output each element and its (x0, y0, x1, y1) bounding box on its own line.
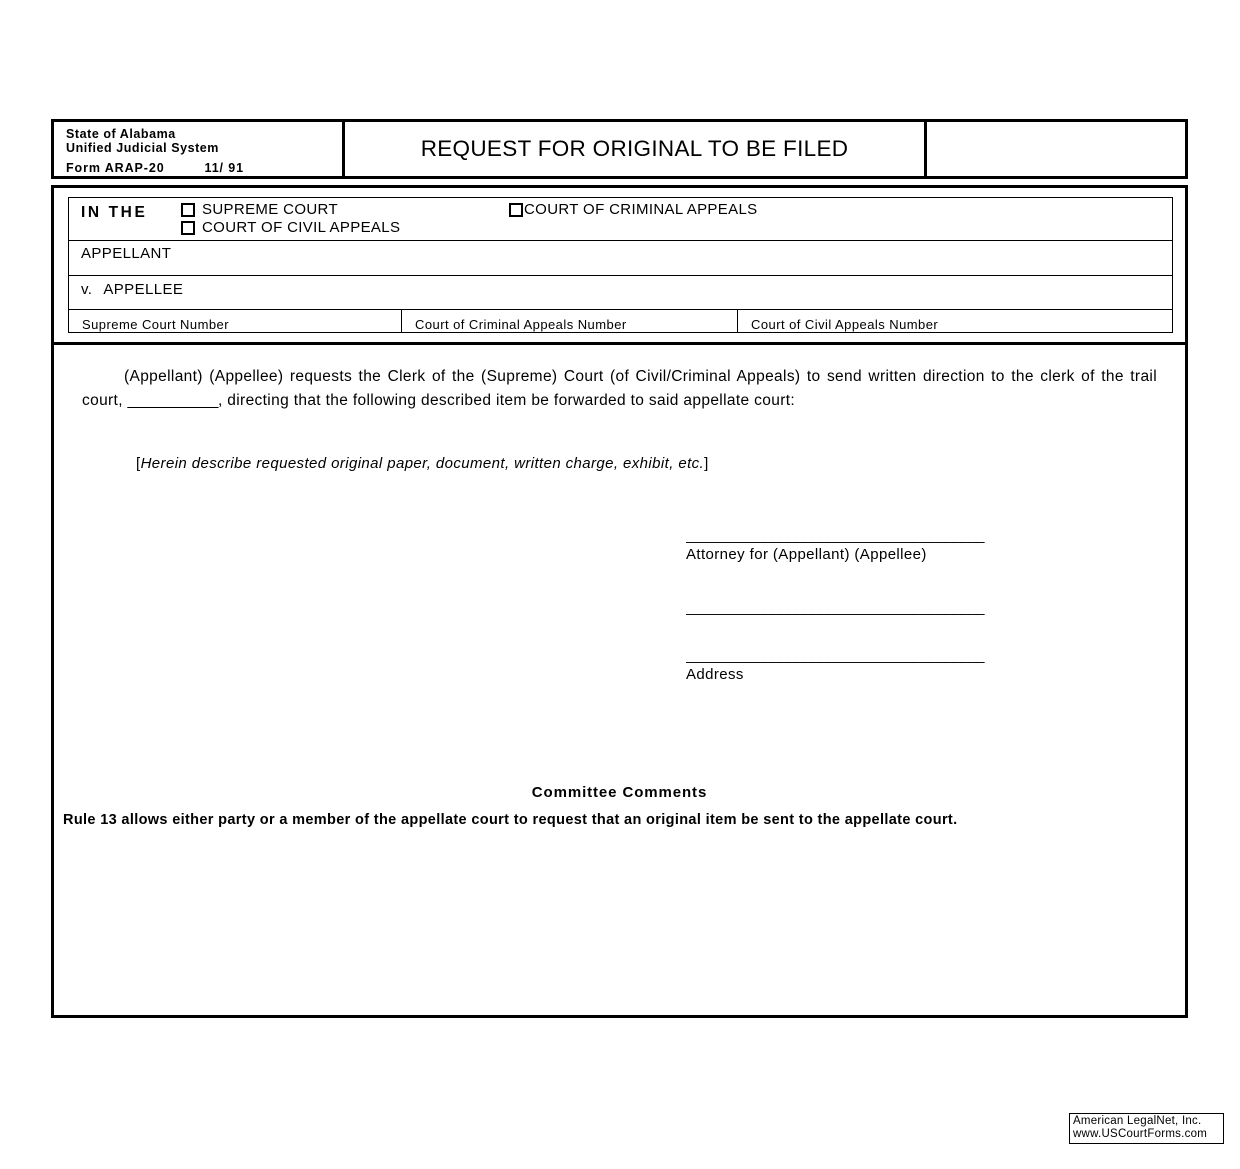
court-option-criminal-appeals[interactable] (509, 202, 758, 218)
form-body-box (51, 345, 1188, 1018)
agency-name-line-1: State of Alabama (66, 127, 176, 141)
header-title-cell (345, 122, 927, 176)
signature-block (686, 527, 1176, 685)
attorney-signature-line[interactable]: ______________________________________ (686, 527, 985, 544)
signature-spacer-1 (686, 565, 1176, 599)
header-blank-cell[interactable] (927, 122, 1185, 176)
signature-spacer-2 (686, 617, 1176, 647)
committee-comments-text: Rule 13 allows either party or a member of the appellate court to request that an original item be sent to the appellate court. (63, 812, 958, 828)
request-paragraph-part-1: (Appellant) (Appellee) requests the Clerk of the (Supreme) Court (of Civil/Criminal Appeals) to send written direction to the clerk of the trail court, (82, 368, 1157, 409)
appellant-label: APPELLANT (81, 244, 172, 262)
criminal-appeals-number-label: Court of Criminal Appeals Number (415, 317, 627, 332)
committee-comments-title: Committee Comments (531, 784, 708, 801)
case-caption-block (51, 185, 1188, 345)
criminal-appeals-number-field[interactable] (402, 310, 738, 332)
form-header-table (51, 119, 1188, 179)
form-number-line (66, 161, 342, 175)
herein-bracket-open: [ (136, 455, 141, 472)
herein-instruction-line (136, 455, 709, 472)
civil-appeals-number-label: Court of Civil Appeals Number (751, 317, 939, 332)
checkbox-criminal-appeals-icon[interactable] (509, 203, 523, 217)
trial-court-blank[interactable]: ___________ (127, 391, 218, 409)
court-option-supreme[interactable] (181, 202, 338, 218)
court-option-criminal-label: COURT OF CRIMINAL APPEALS (524, 201, 758, 218)
form-title: REQUEST FOR ORIGINAL TO BE FILED (420, 136, 849, 161)
supreme-court-number-label: Supreme Court Number (82, 317, 229, 332)
civil-appeals-number-field[interactable] (738, 310, 1172, 332)
agency-name-line-2: Unified Judicial System (66, 141, 219, 155)
appellee-row[interactable] (69, 276, 1172, 310)
herein-bracket-close: ] (704, 455, 709, 472)
court-option-supreme-label: SUPREME COURT (202, 201, 338, 218)
form-number: Form ARAP-20 (66, 161, 165, 175)
address-line-1[interactable]: ______________________________________ (686, 599, 985, 616)
checkbox-civil-appeals-icon[interactable] (181, 221, 195, 235)
appellee-label: APPELLEE (103, 280, 184, 298)
header-agency-cell (54, 122, 345, 176)
court-option-civil-label: COURT OF CIVIL APPEALS (202, 219, 401, 236)
address-caption: Address (686, 666, 744, 683)
legalnet-website[interactable]: www.USCourtForms.com (1073, 1128, 1208, 1140)
court-selection-row (69, 198, 1172, 241)
attorney-signature-caption: Attorney for (Appellant) (Appellee) (686, 546, 927, 563)
in-the-label: IN THE (81, 204, 148, 221)
form-revision-date: 11/ 91 (204, 161, 245, 175)
legalnet-company-name: American LegalNet, Inc. (1073, 1115, 1202, 1127)
appellant-row[interactable] (69, 241, 1172, 276)
herein-instruction-text: Herein describe requested original paper, document, written charge, exhibit, etc. (140, 455, 705, 472)
request-paragraph-part-2: , directing that the following described item be forwarded to said appellate court: (217, 391, 796, 409)
supreme-court-number-field[interactable] (69, 310, 402, 332)
request-paragraph (82, 365, 1157, 412)
versus-mark: v. (81, 280, 93, 298)
case-caption-inner-box (68, 197, 1173, 333)
court-option-civil-appeals[interactable] (181, 220, 400, 236)
checkbox-supreme-court-icon[interactable] (181, 203, 195, 217)
address-line-2[interactable]: ______________________________________ (686, 647, 985, 664)
legalnet-footer-stamp (1069, 1113, 1224, 1144)
case-number-row (69, 310, 1172, 332)
